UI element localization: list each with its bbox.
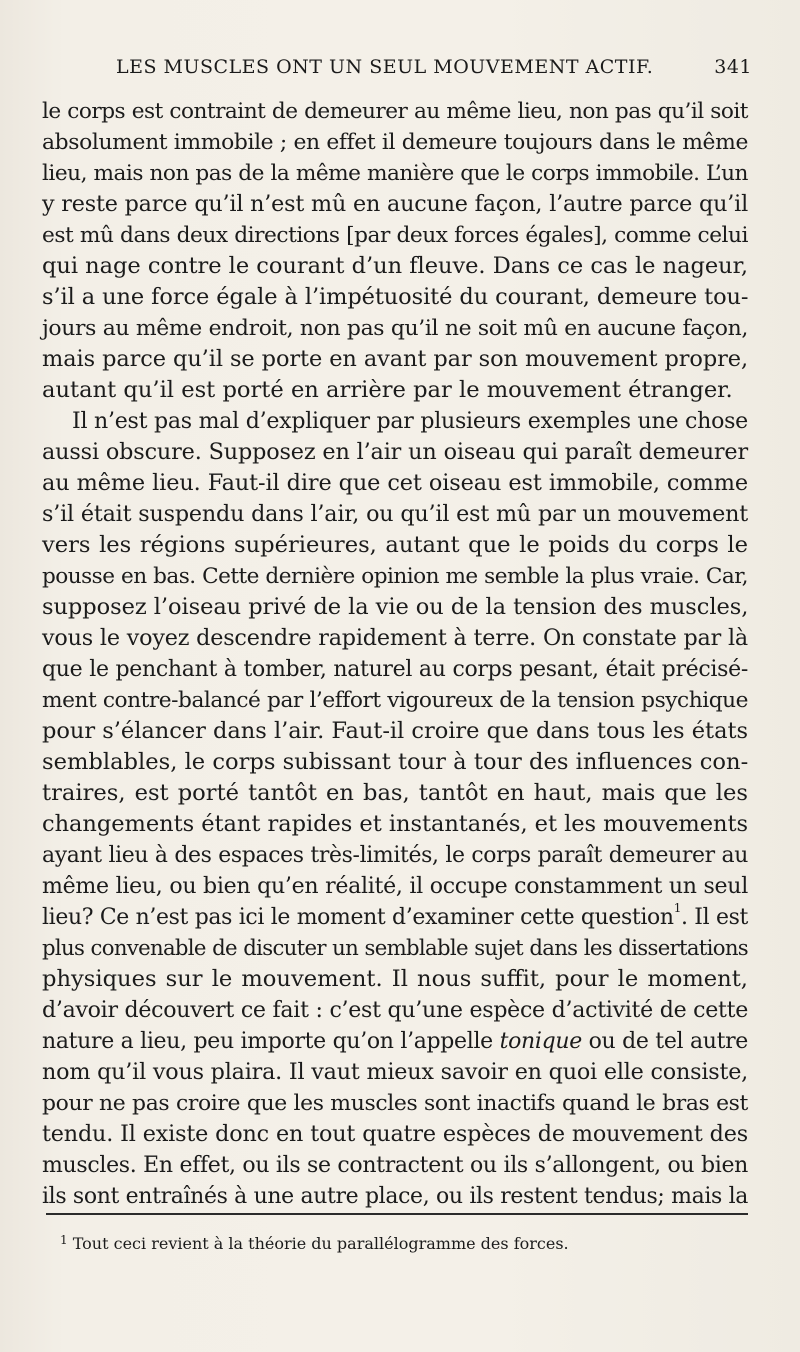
text-line: pour s’élancer dans l’air. Faut-il croire que dans tous les états <box>42 718 748 744</box>
text-line: d’avoir découvert ce fait : c’est qu’une espèce d’activité de cette <box>42 997 748 1023</box>
text-line: aussi obscure. Supposez en l’air un oiseau qui paraît demeurer <box>42 439 748 465</box>
page-header <box>116 56 752 86</box>
text-line <box>42 1026 748 1057</box>
text-line: traires, est porté tantôt en bas, tantôt en haut, mais que les <box>42 780 748 806</box>
text-line: tendu. Il existe donc en tout quatre espèces de mouvement des <box>42 1121 748 1147</box>
text-line: changements étant rapides et instantanés, et les mouvements <box>42 811 748 837</box>
text-line: absolument immobile ; en effet il demeure toujours dans le même <box>42 130 748 155</box>
text-line: plus convenable de discuter un semblable sujet dans les dissertations <box>42 936 748 961</box>
text-line: autant qu’il est porté en arrière par le mouvement étranger. <box>42 377 733 403</box>
page-number: 341 <box>714 56 752 78</box>
text-line: lieu, mais non pas de la même manière que le corps immobile. L’un <box>42 161 748 186</box>
text-line: muscles. En effet, ou ils se contractent ou ils s’allongent, ou bien <box>42 1153 748 1178</box>
footnote <box>60 1234 569 1253</box>
text-segment: . Il est <box>680 905 748 930</box>
footnote-reference: 1 <box>673 901 681 915</box>
text-line: est mû dans deux directions [par deux forces égales], comme celui <box>42 223 748 248</box>
text-line: ment contre-balancé par l’effort vigoureux de la tension psychique <box>42 688 748 713</box>
text-line: s’il était suspendu dans l’air, ou qu’il est mû par un mouvement <box>42 501 748 527</box>
text-line: qui nage contre le courant d’un fleuve. Dans ce cas le nageur, <box>42 253 748 279</box>
italic-term: tonique <box>499 1029 582 1054</box>
running-title: LES MUSCLES ONT UN SEUL MOUVEMENT ACTIF. <box>116 56 654 78</box>
footnote-mark: 1 <box>60 1233 68 1247</box>
text-segment: lieu? Ce n’est pas ici le moment d’examiner cette question <box>42 905 674 930</box>
text-line <box>42 902 748 933</box>
text-line: mais parce qu’il se porte en avant par son mouvement propre, <box>42 346 748 372</box>
text-line: nom qu’il vous plaira. Il vaut mieux savoir en quoi elle consiste, <box>42 1059 749 1085</box>
text-line: vers les régions supérieures, autant que le poids du corps le <box>42 532 748 558</box>
footnote-text: Tout ceci revient à la théorie du parallélogramme des forces. <box>72 1234 569 1253</box>
text-line: y reste parce qu’il n’est mû en aucune façon, l’autre parce qu’il <box>42 191 748 217</box>
text-line: même lieu, ou bien qu’en réalité, il occupe constamment un seul <box>42 874 748 899</box>
text-line: vous le voyez descendre rapidement à terre. On constate par là <box>42 625 748 651</box>
text-line: ayant lieu à des espaces très-limités, le corps paraît demeurer au <box>42 843 748 868</box>
text-line: pousse en bas. Cette dernière opinion me semble la plus vraie. Car, <box>42 564 748 589</box>
text-line: pour ne pas croire que les muscles sont inactifs quand le bras est <box>42 1091 748 1116</box>
text-line: physiques sur le mouvement. Il nous suffit, pour le moment, <box>42 966 748 992</box>
footnote-divider <box>46 1213 748 1215</box>
text-line: supposez l’oiseau privé de la vie ou de la tension des muscles, <box>42 594 749 620</box>
text-line: ils sont entraînés à une autre place, ou ils restent tendus; mais la <box>42 1184 748 1209</box>
text-line: s’il a une force égale à l’impétuosité du courant, demeure tou- <box>42 284 749 310</box>
text-line: jours au même endroit, non pas qu’il ne soit mû en aucune façon, <box>42 316 748 341</box>
text-line: que le penchant à tomber, naturel au corps pesant, était précisé- <box>42 657 748 682</box>
body-text <box>42 96 748 1212</box>
text-line: Il n’est pas mal d’expliquer par plusieurs exemples une chose <box>72 408 748 434</box>
text-line: semblables, le corps subissant tour à tour des influences con- <box>42 749 749 775</box>
text-line: au même lieu. Faut-il dire que cet oiseau est immobile, comme <box>42 470 748 496</box>
text-segment: nature a lieu, peu importe qu’on l’appelle <box>42 1029 500 1054</box>
text-line: le corps est contraint de demeurer au même lieu, non pas qu’il soit <box>42 99 748 124</box>
text-segment: ou de tel autre <box>581 1029 749 1054</box>
